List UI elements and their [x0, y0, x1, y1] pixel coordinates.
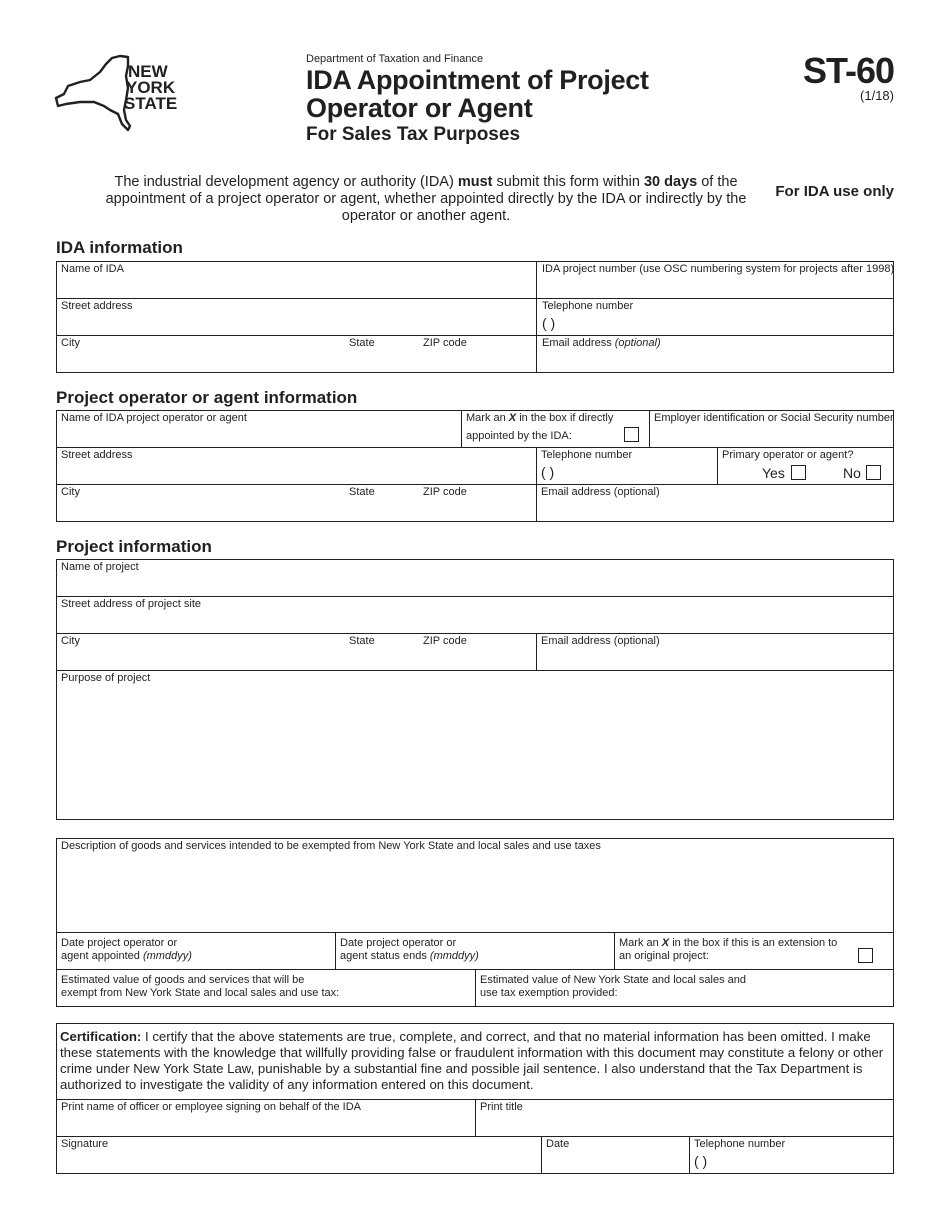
project-name-label: Name of project — [61, 561, 139, 573]
project-purpose-field[interactable] — [56, 670, 894, 820]
goods-description-label: Description of goods and services intended to be exempted from New York State and local sales and use taxes — [61, 840, 601, 852]
project-city-label: City — [61, 635, 80, 647]
operator-email-label: Email address (optional) — [541, 486, 660, 498]
new-york-state-logo — [54, 54, 184, 132]
signature-date-label: Date — [546, 1138, 570, 1150]
project-street-label: Street address of project site — [61, 598, 202, 610]
ida-state-label: State — [349, 337, 375, 349]
date-ends-label: Date project operator or agent status ends (mmddyy) — [340, 937, 479, 962]
yes-label: Yes — [762, 465, 785, 481]
print-name-label: Print name of officer or employee signing on behalf of the IDA — [61, 1101, 362, 1113]
ida-name-field[interactable] — [56, 261, 537, 299]
estimated-goods-label: Estimated value of goods and services that will be exempt from New York State and local sales and use tax: — [61, 974, 340, 999]
signer-telephone-label: Telephone number — [694, 1138, 786, 1150]
direct-appointment-checkbox[interactable] — [624, 427, 639, 442]
project-information-heading: Project information — [56, 537, 212, 556]
extension-label: Mark an X in the box if this is an extension to an original project: — [619, 937, 838, 962]
intro-instructions: The industrial development agency or authority (IDA) must submit this form within 30 days of the appointment of a project operator or agent, whether appointed directly by the IDA or indirectly by the operator or another agent. — [105, 174, 747, 224]
signature-label: Signature — [61, 1138, 109, 1150]
project-name-field[interactable] — [56, 559, 894, 597]
operator-street-label: Street address — [61, 449, 133, 461]
ida-name-label: Name of IDA — [61, 263, 124, 275]
operator-ein-label: Employer identification or Social Security number — [654, 412, 894, 424]
project-state-label: State — [349, 635, 375, 647]
form-title: IDA Appointment of Project Operator or Agent — [306, 65, 649, 123]
primary-yes-checkbox[interactable] — [791, 465, 806, 480]
new-york-state-map-icon — [54, 54, 184, 132]
primary-no-checkbox[interactable] — [866, 465, 881, 480]
date-appointed-label: Date project operator or agent appointed (mmddyy) — [61, 937, 192, 962]
form-revision: (1/18) — [860, 88, 894, 103]
form-subtitle: For Sales Tax Purposes — [306, 124, 521, 145]
operator-state-label: State — [349, 486, 375, 498]
project-email-label: Email address (optional) — [541, 635, 660, 647]
ida-city-label: City — [61, 337, 80, 349]
ida-project-number-label: IDA project number (use OSC numbering system for projects after 1998) — [542, 263, 895, 275]
operator-phone-parens: ( ) — [541, 464, 555, 480]
print-title-label: Print title — [480, 1101, 523, 1113]
ida-telephone-label: Telephone number — [542, 300, 634, 312]
estimated-exemption-label: Estimated value of New York State and local sales and use tax exemption provided: — [480, 974, 746, 999]
ida-street-label: Street address — [61, 300, 133, 312]
operator-city-label: City — [61, 486, 80, 498]
extension-checkbox[interactable] — [858, 948, 873, 963]
operator-telephone-label: Telephone number — [541, 449, 633, 461]
form-number: ST-60 — [802, 50, 894, 91]
ida-zip-label: ZIP code — [423, 337, 467, 349]
operator-zip-label: ZIP code — [423, 486, 467, 498]
ida-information-heading: IDA information — [56, 238, 183, 257]
operator-direct-label: Mark an X in the box if directly — [466, 412, 614, 424]
for-ida-use-only: For IDA use only — [775, 183, 894, 200]
primary-operator-label: Primary operator or agent? — [722, 449, 854, 461]
ida-email-label: Email address (optional) — [542, 337, 661, 349]
operator-name-label: Name of IDA project operator or agent — [61, 412, 247, 424]
certification-statement: Certification: I certify that the above statements are true, complete, and correct, and that no material information has been omitted. I make these statements with the knowledge that willfully providing false or fraudulent information with this document may constitute a felony or other crime under New York State Law, punishable by a substantial fine and possible jail sentence. I also understand that the Tax Department is authorized to investigate the validity of any information entered on this document. — [60, 1029, 884, 1092]
signature-field[interactable] — [56, 1136, 542, 1174]
signer-phone-parens: ( ) — [694, 1153, 708, 1169]
project-purpose-label: Purpose of project — [61, 672, 151, 684]
project-zip-label: ZIP code — [423, 635, 467, 647]
no-label: No — [843, 465, 861, 481]
svg-text:YORK: YORK — [126, 78, 176, 97]
svg-text:STATE: STATE — [124, 94, 178, 113]
svg-text:NEW: NEW — [128, 62, 168, 81]
ida-phone-parens: ( ) — [542, 315, 556, 331]
operator-information-heading: Project operator or agent information — [56, 388, 358, 407]
operator-direct-label-2: appointed by the IDA: — [466, 430, 572, 442]
print-title-field[interactable] — [475, 1099, 894, 1137]
department-name: Department of Taxation and Finance — [306, 53, 484, 65]
